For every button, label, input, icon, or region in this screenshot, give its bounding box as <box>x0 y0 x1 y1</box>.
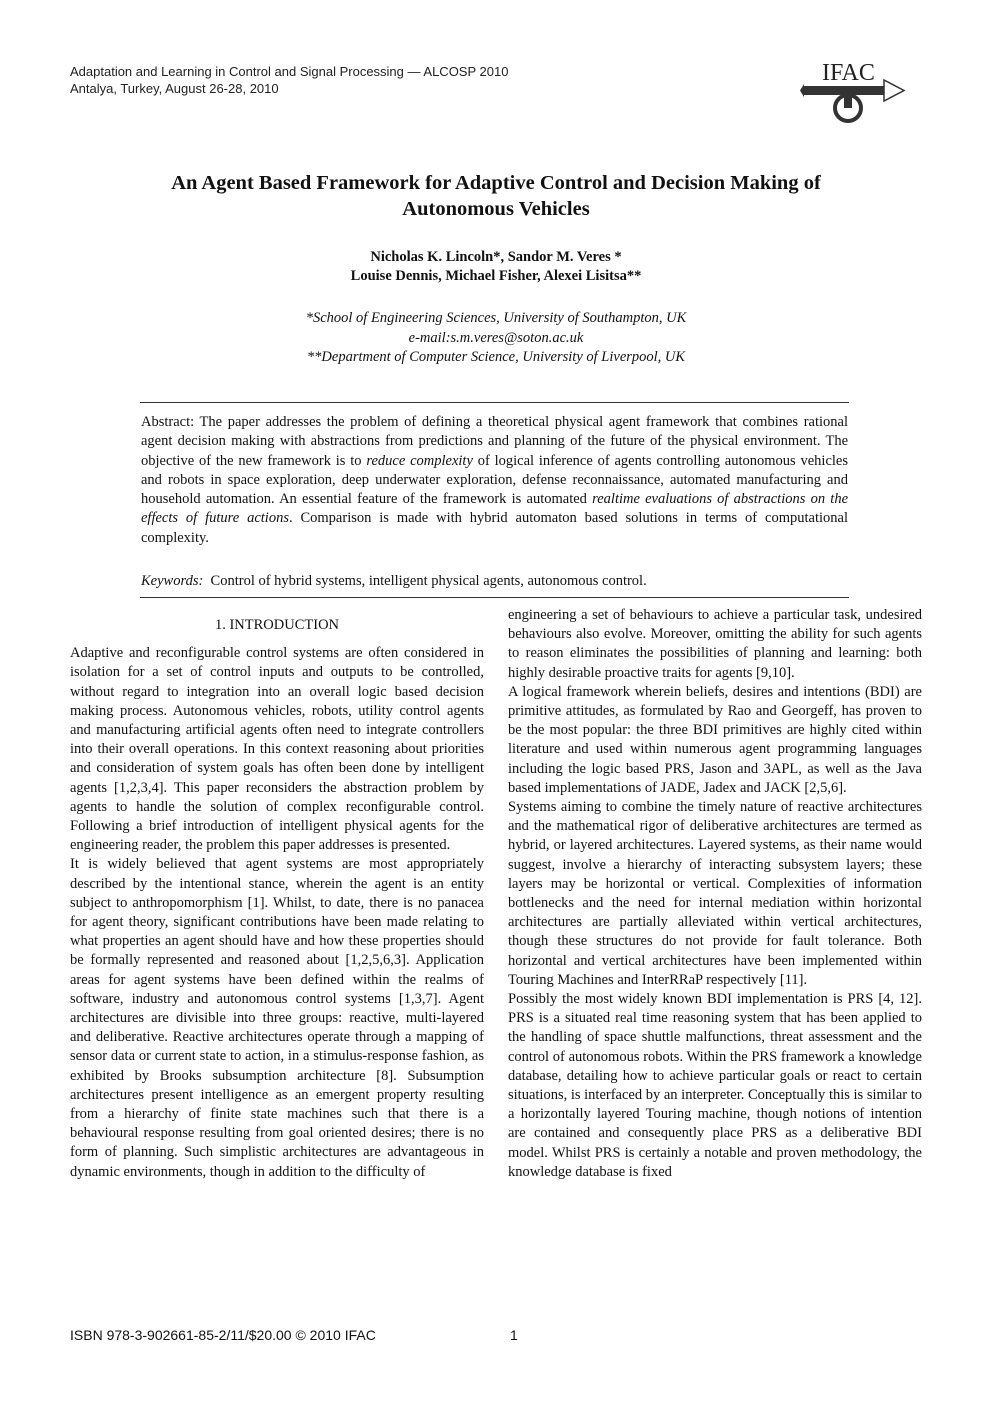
page-number: 1 <box>510 1327 518 1343</box>
conference-line-1: Adaptation and Learning in Control and Signal Processing — ALCOSP 2010 <box>70 64 509 79</box>
keywords-label: Keywords: <box>141 573 204 589</box>
title-line-2: Autonomous Vehicles <box>402 198 590 220</box>
body-paragraph: engineering a set of behaviours to achieve a particular task, undesired behaviours also evolve. Moreover, omitting the ability for such agents to reason eliminates the possibilities of planning and learning: both highly desirable proactive traits for agents [9,10]. <box>508 607 922 681</box>
body-paragraph: Possibly the most widely known BDI implementation is PRS [4, 12]. PRS is a situated real time reasoning system that has been applied to the handling of space shuttle malfunctions, threat assessment and the control of autonomous robots. Within the PRS framework a knowledge database, detailing how to achieve particular goals or react to certain situations, is interfaced by an interpreter. Conceptually this is similar to a horizontally layered Touring machine, though notions of intention are contained and consequently place PRS as a deliberative BDI model. Whilst PRS is certainly a notable and proven methodology, the knowledge database is fixed <box>508 991 922 1180</box>
affiliations <box>70 309 922 368</box>
right-column <box>508 606 922 1182</box>
body-paragraph: Systems aiming to combine the timely nature of reactive architectures and the mathematical rigor of deliberative architectures are termed as hybrid, or layered architectures. Layered systems, as their name would suggest, involve a hierarchy of interacting subsystem layers; these layers may be horizontal or vertical. Complexities of information bottlenecks and the need for internal mediation within horizontal architectures are partially alleviated within vertical architectures, though these structures do not provide for fault tolerance. Both horizontal and vertical architectures have been implemented within Touring Machines and InterRRaP respectively [11]. <box>508 799 922 988</box>
authors-line-1: Nicholas K. Lincoln*, Sandor M. Veres * <box>370 249 622 265</box>
abstract-top-rule <box>140 402 849 403</box>
title-line-1: An Agent Based Framework for Adaptive Control and Decision Making of <box>171 172 821 194</box>
ifac-logo <box>800 58 910 128</box>
section-heading: 1. INTRODUCTION <box>214 617 340 633</box>
ifac-logo-text: IFAC <box>822 60 875 86</box>
abstract-text: Abstract: The paper addresses the problem of defining a theoretical physical agent framework that combines rational agent decision making with abstractions from predictions and planning of the future of the physical environment. The objective of the new framework is to reduce complexity of logical inference of agents controlling autonomous vehicles and robots in space exploration, deep underwater exploration, defense reconnaissance, automated manufacturing and household automation. An essential feature of the framework is automated realtime evaluations of abstractions on the effects of future actions. Comparison is made with hybrid automaton based solutions in terms of computational complexity. <box>141 414 849 546</box>
left-column <box>70 606 484 1182</box>
conference-header <box>70 63 508 97</box>
paper-title <box>70 170 922 222</box>
abstract-bottom-rule <box>140 597 849 598</box>
body-paragraph: Adaptive and reconfigurable control systems are often considered in isolation for a set of control inputs and outputs to be controlled, without regard to integration into an overall logic based decision making process. Autonomous vehicles, robots, utility control agents and manufacturing artificial agents often need to integrate controllers into their overall operations. In this context reasoning about priorities and consideration of system goals has often been done by intelligent agents [1,2,3,4]. This paper reconsiders the abstraction problem by agents to handle the solution of complex reconfigurable control. Following a brief introduction of intelligent physical agents for the engineering reader, the problem this paper addresses is presented. <box>70 645 484 854</box>
footer-isbn: ISBN 978-3-902661-85-2/11/$20.00 © 2010 IFAC <box>70 1327 376 1343</box>
body-paragraph: A logical framework wherein beliefs, desires and intentions (BDI) are primitive attitudes, as formulated by Rao and Georgeff, has proven to be the most popular: the three BDI primitives are highly cited within literature and used within numerous agent programming languages including the logic based PRS, Jason and 3APL, as well as the Java based implementations of JADE, Jadex and JACK [2,5,6]. <box>508 683 922 796</box>
affiliation-line-1: *School of Engineering Sciences, University of Southampton, UK <box>305 310 687 326</box>
abstract <box>141 413 848 548</box>
author-list <box>70 248 922 286</box>
conference-line-2: Antalya, Turkey, August 26-28, 2010 <box>70 81 279 96</box>
affiliation-email: e-mail:s.m.veres@soton.ac.uk <box>408 329 584 346</box>
affiliation-line-2: **Department of Computer Science, University of Liverpool, UK <box>306 349 686 365</box>
body-paragraph: It is widely believed that agent systems are most appropriately described by the intentional stance, wherein the agent is an entity subject to anthropomorphism [1]. Whilst, to date, there is no panacea for agent theory, significant contributions have been made relating to what properties an agent should have and how these properties should be formally represented and reasoned about [1,2,5,6,3]. Application areas for agent systems have been defined within the realms of software, industry and autonomous control systems [1,3,7]. Agent architectures are divisible into three groups: reactive, multi-layered and deliberative. Reactive architectures operate through a mapping of sensor data or current state to action, in a stimulus-response fashion, as exhibited by Brooks subsumption architecture [8]. Subsumption architectures present intelligence as an emergent property resulting from a hierarchy of finite state machines such that there is a behavioural response resulting from goal oriented desires; there is no form of planning. Such simplistic architectures are advantageous in dynamic environments, though in addition to the difficulty of <box>70 856 484 1180</box>
keywords <box>141 572 848 591</box>
authors-line-2: Louise Dennis, Michael Fisher, Alexei Lisitsa** <box>350 268 642 284</box>
keywords-text: Control of hybrid systems, intelligent physical agents, autonomous control. <box>210 573 647 589</box>
